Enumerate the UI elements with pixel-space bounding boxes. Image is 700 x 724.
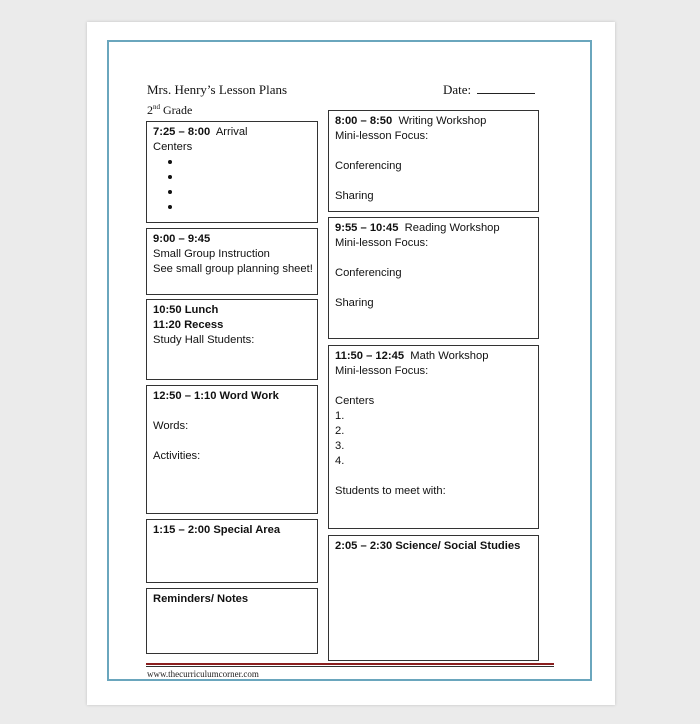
arrival-box — [146, 121, 318, 223]
math-time: 11:50 – 12:45 — [335, 350, 405, 362]
bullet-icon — [168, 175, 172, 179]
reading-time: 9:55 – 10:45 — [335, 222, 399, 234]
arrival-title: Arrival — [215, 126, 248, 138]
small-group-box — [146, 228, 318, 295]
date-field — [443, 82, 535, 98]
bullet-item — [153, 155, 311, 170]
math-center-item-3: 3. — [335, 440, 345, 452]
small-group-title: Small Group Instruction — [153, 248, 270, 260]
bullet-item — [153, 185, 311, 200]
science-social-studies-box — [328, 535, 539, 661]
grade-word: Grade — [163, 103, 193, 117]
bullet-item — [153, 170, 311, 185]
reading-conferencing-label: Conferencing — [335, 267, 402, 279]
writing-focus-label: Mini-lesson Focus: — [335, 130, 429, 142]
math-workshop-box — [328, 345, 539, 529]
reading-title: Reading Workshop — [404, 222, 500, 234]
writing-title: Writing Workshop — [398, 115, 487, 127]
bullet-icon — [168, 160, 172, 164]
page-title: Mrs. Henry’s Lesson Plans — [147, 82, 288, 97]
reading-focus-label: Mini-lesson Focus: — [335, 237, 429, 249]
footer-url: www.thecurriculumcorner.com — [147, 669, 259, 679]
date-blank-line — [477, 83, 535, 94]
word-work-box — [146, 385, 318, 514]
writing-time: 8:00 – 8:50 — [335, 115, 393, 127]
grade-label — [147, 103, 192, 118]
writing-workshop-box — [328, 110, 539, 212]
footer-rule-dark — [146, 666, 554, 667]
reminders-box — [146, 588, 318, 654]
lunch-recess-box — [146, 299, 318, 380]
grade-number: 2 — [147, 103, 153, 117]
study-hall-label: Study Hall Students: — [153, 334, 255, 346]
science-title: 2:05 – 2:30 Science/ Social Studies — [335, 540, 521, 552]
special-area-title: 1:15 – 2:00 Special Area — [153, 524, 281, 536]
centers-label: Centers — [153, 141, 193, 153]
bullet-item — [153, 200, 311, 215]
words-label: Words: — [153, 420, 189, 432]
math-title: Math Workshop — [410, 350, 489, 362]
bullet-icon — [168, 205, 172, 209]
date-label: Date: — [443, 82, 472, 97]
math-center-item-1: 1. — [335, 410, 345, 422]
math-students-label: Students to meet with: — [335, 485, 446, 497]
lunch-line: 10:50 Lunch — [153, 304, 219, 316]
word-work-title: 12:50 – 1:10 Word Work — [153, 390, 279, 402]
small-group-time: 9:00 – 9:45 — [153, 233, 211, 245]
recess-line: 11:20 Recess — [153, 319, 224, 331]
math-focus-label: Mini-lesson Focus: — [335, 365, 429, 377]
writing-sharing-label: Sharing — [335, 190, 374, 202]
math-centers-label: Centers — [335, 395, 375, 407]
grade-suffix: nd — [153, 103, 160, 111]
reading-workshop-box — [328, 217, 539, 339]
activities-label: Activities: — [153, 450, 201, 462]
footer-rule-red — [146, 663, 554, 665]
arrival-time: 7:25 – 8:00 — [153, 126, 211, 138]
small-group-note: See small group planning sheet! — [153, 263, 313, 275]
math-center-item-2: 2. — [335, 425, 345, 437]
bullet-icon — [168, 190, 172, 194]
reading-sharing-label: Sharing — [335, 297, 374, 309]
math-center-item-4: 4. — [335, 455, 345, 467]
special-area-box — [146, 519, 318, 583]
reminders-title: Reminders/ Notes — [153, 593, 249, 605]
writing-conferencing-label: Conferencing — [335, 160, 402, 172]
